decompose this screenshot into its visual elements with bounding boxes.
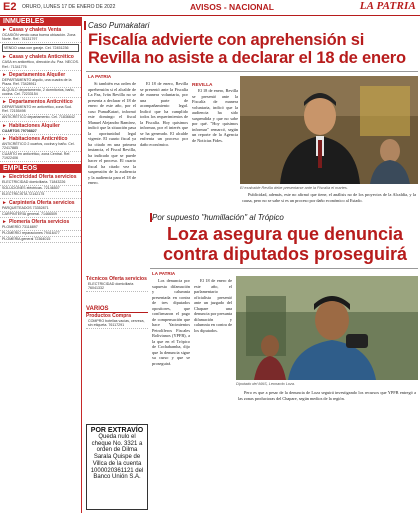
category-heading: ► Carpintería Oferta servicios xyxy=(2,199,75,206)
panel-subheading: Productos Compra xyxy=(86,313,132,319)
arrow-icon: ► xyxy=(2,218,7,225)
classified-ad: ELECTRICIDAD domiciliaria 76041332 xyxy=(86,282,148,292)
classified-ad: OCASIÓN vendo casa buena ubicación. Zona Norte. Ref.: 76131797 xyxy=(0,33,81,43)
arrow-icon: ► xyxy=(2,27,7,33)
classified-ad: ELECTRICIDAD domiciliaria. 71843226 xyxy=(0,180,81,186)
divider xyxy=(86,71,418,72)
story1-column-1 xyxy=(88,81,136,266)
panel-heading: Técnicos Oferta servicios xyxy=(86,276,147,282)
classified-ad: SOLUCIONES eléctricas. 72146507 xyxy=(0,186,81,192)
classified-ad: CARPINTERÍA general. 71466509 xyxy=(0,212,81,218)
notice-body: Queda nulo el cheque No. 3321 a orden de Dilma Sarala Quispe de Villca de la cuenta 1000020361121 del Banco Unión S.A. xyxy=(90,434,144,481)
paragraph: Si también esa orden de aprehensión si el alcalde de La Paz, Iván Revilla no se presenta a declarar el 18 de enero de este año, por el caso PumaKatari, informó este domingo el fiscal Manuel Alejandro Ramírez, indicó que la situación pasa la oportunidad legal vigente. El cuarto fiscal ya ha citado en una primera instancia, el Fiscal Revilla, ha indicado que se puede hacer el proceso. El cuarto fiscal ha citado vez la suspensión de la audiencia y la audiencia para el 18 de enero. xyxy=(88,81,136,185)
story2-kicker: Por supuesto "humillación" al Trópico xyxy=(152,213,284,222)
newspaper-logo: LA PATRIA xyxy=(359,0,416,12)
classified-ad: PLOMERÍA general 72364015 xyxy=(0,237,81,243)
masthead xyxy=(0,0,420,16)
inmuebles-header: INMUEBLES xyxy=(0,17,81,26)
paragraph: Los denuncia por supuesta difamación y calumnia presentada en contra de tres diputados opositores, que confirmaron el pago de compensación que hace Yacimientos Petrolíferos Fiscales Bolivianos (YPFB), a la que en el Trópico de Cochabamba, dijo que la denuncia sigue su curso y que se proseguirá. xyxy=(152,278,190,366)
classified-ad: PLOMERÍO 73116897 xyxy=(0,225,81,231)
extravio-notice xyxy=(86,424,148,510)
tecnicos-panel xyxy=(86,276,148,292)
divider xyxy=(150,268,418,269)
classified-ad: CASA en anticrético, dirección Av. Paz. NECOS. Ref.: 71341776 xyxy=(0,60,81,70)
notice-title: POR EXTRAVÍO xyxy=(90,427,144,434)
story1-credit: LA PATRIA xyxy=(88,74,112,79)
section-title: AVISOS - NACIONAL xyxy=(190,2,274,12)
story2-headline: Loza asegura que denuncia contra diputados proseguirá xyxy=(162,224,408,265)
category-heading: ► Departamentos Anticrético xyxy=(2,99,73,106)
classified-ad: PLOMERÍO reparaciones 79416477 xyxy=(0,231,81,237)
paragraph: Publicidad, además, este no afirmó que tiene, el análisis no de los proyectos de la Alcaldía, y la causa, pero no se sabe si es un proceso por daño económico al Estado. xyxy=(242,192,416,203)
category-heading: ► Habitaciones Alquiler xyxy=(2,122,60,129)
category-heading: ► Plomería Oferta servicios xyxy=(2,218,70,225)
category-heading: ► Habitaciones Anticrético xyxy=(2,135,68,142)
empleos-header: EMPLEOS xyxy=(0,164,81,173)
photo-illustration xyxy=(240,76,418,184)
category-heading: ► Casas y chalets Anticrético xyxy=(2,54,74,61)
loza-photo xyxy=(236,276,418,380)
category-heading: ► Electricidad Oferta servicios xyxy=(2,174,77,181)
arrow-icon: ► xyxy=(2,122,7,129)
category-heading: ► Departamentos Alquiler xyxy=(2,71,66,78)
classified-ad: VENDO casa con garaje. Cel. 72451236 xyxy=(2,44,79,52)
classified-ad: ELECTRICISTA 72142175 xyxy=(0,192,81,198)
arrow-icon: ► xyxy=(2,135,7,142)
classified-ad: ANTICRÉTICO departamento. Cel. 71836642 xyxy=(0,115,81,121)
classified-ad: DEPARTAMENTO alquilo, una cuadra de la Plaza. Ref. 73428911 xyxy=(0,78,81,88)
subhead: REVILLA xyxy=(192,83,213,88)
photo-illustration xyxy=(236,276,418,380)
paragraph: El 18 de enero, Revilla se presentó ante la Fiscalía de manera voluntaria, por una parte de acompañamiento legal. Indicó que ha cumplido todos los requerimientos de la Fiscalía. Hoy quisimos informar, por el interés que se ha generado. El alcalde enfrenta un proceso por daño económico. xyxy=(140,81,188,147)
classified-ad: DEPARTAMENTO en anticrético, zona Sud. Ref. 72155498 xyxy=(0,105,81,115)
story2-credit: LA PATRIA xyxy=(152,271,176,276)
arrow-icon: ► xyxy=(2,71,7,78)
varios-panel xyxy=(86,306,148,329)
classified-ad: COMPRO botellas vacías, cerveza, sin etiqueta. 76117291 xyxy=(86,319,148,329)
classified-ad: ALQUILO departamento, 2 dormitorios, baño, cocina. Cel. 72233154 xyxy=(0,88,81,98)
paragraph: Pero es que a pesar de la denuncia de Loza seguirá investigando los recursos que YPFB entregó a las zonas productoras del Chapare, según medios de la región. xyxy=(238,390,416,401)
story2-column-3 xyxy=(238,390,416,508)
classifieds-column xyxy=(0,17,82,513)
paragraph: El 18 de enero, Revilla se presentó ante la Fiscalía de manera voluntaria, indicó que la audiencia ha sido suspendida y que no sabe por qué. "Hoy quisimos informar" remarcó, según un reporte de la Agencia de Noticias Fides. xyxy=(192,88,238,143)
story1-kicker: Caso Pumakatari xyxy=(88,21,150,30)
story1-column-4 xyxy=(242,192,416,210)
classified-ad: CUARTO en anticrético, zona Central. Ref. 71922406 xyxy=(0,152,81,162)
arrow-icon: ► xyxy=(2,54,7,61)
story2-column-2 xyxy=(194,278,232,508)
arrow-icon: ► xyxy=(2,174,7,181)
arrow-icon: ► xyxy=(2,99,7,106)
arrow-icon: ► xyxy=(2,199,7,206)
revilla-photo xyxy=(240,76,418,184)
photo-caption: Diputado del MAS, Leonardo Loza. xyxy=(236,382,296,386)
classified-ad: CUARTOS 79708827 xyxy=(0,129,81,135)
category-heading: ► Casas y chalets Venta xyxy=(2,27,62,33)
kicker-bar xyxy=(84,21,86,30)
classified-ad: PARQUETEADOS 73352871 xyxy=(0,206,81,212)
story1-headline: Fiscalía advierte con aprehensión si Revilla no asiste a declarar el 18 de enero xyxy=(88,31,406,68)
dateline: ORURO, LUNES 17 DE ENERO DE 2022 xyxy=(22,4,116,10)
page-number: E2 xyxy=(3,1,17,13)
story2-column-1 xyxy=(152,278,190,508)
panel-heading: VARIOS xyxy=(86,306,148,313)
photo-caption: El exalcalde Revilla debe presentarse ante la Fiscalía el martes. xyxy=(240,186,348,190)
classified-ad: ANTICRÉTICO 2 cuartos, cocina y baño. Cel. 72417885 xyxy=(0,142,81,152)
paragraph: El 18 de enero de este año, el parlamentario oficialista presentó ante un juzgado del Chapare una denuncia por presunta difamación y calumnia en contra de los diputados. xyxy=(194,278,232,333)
